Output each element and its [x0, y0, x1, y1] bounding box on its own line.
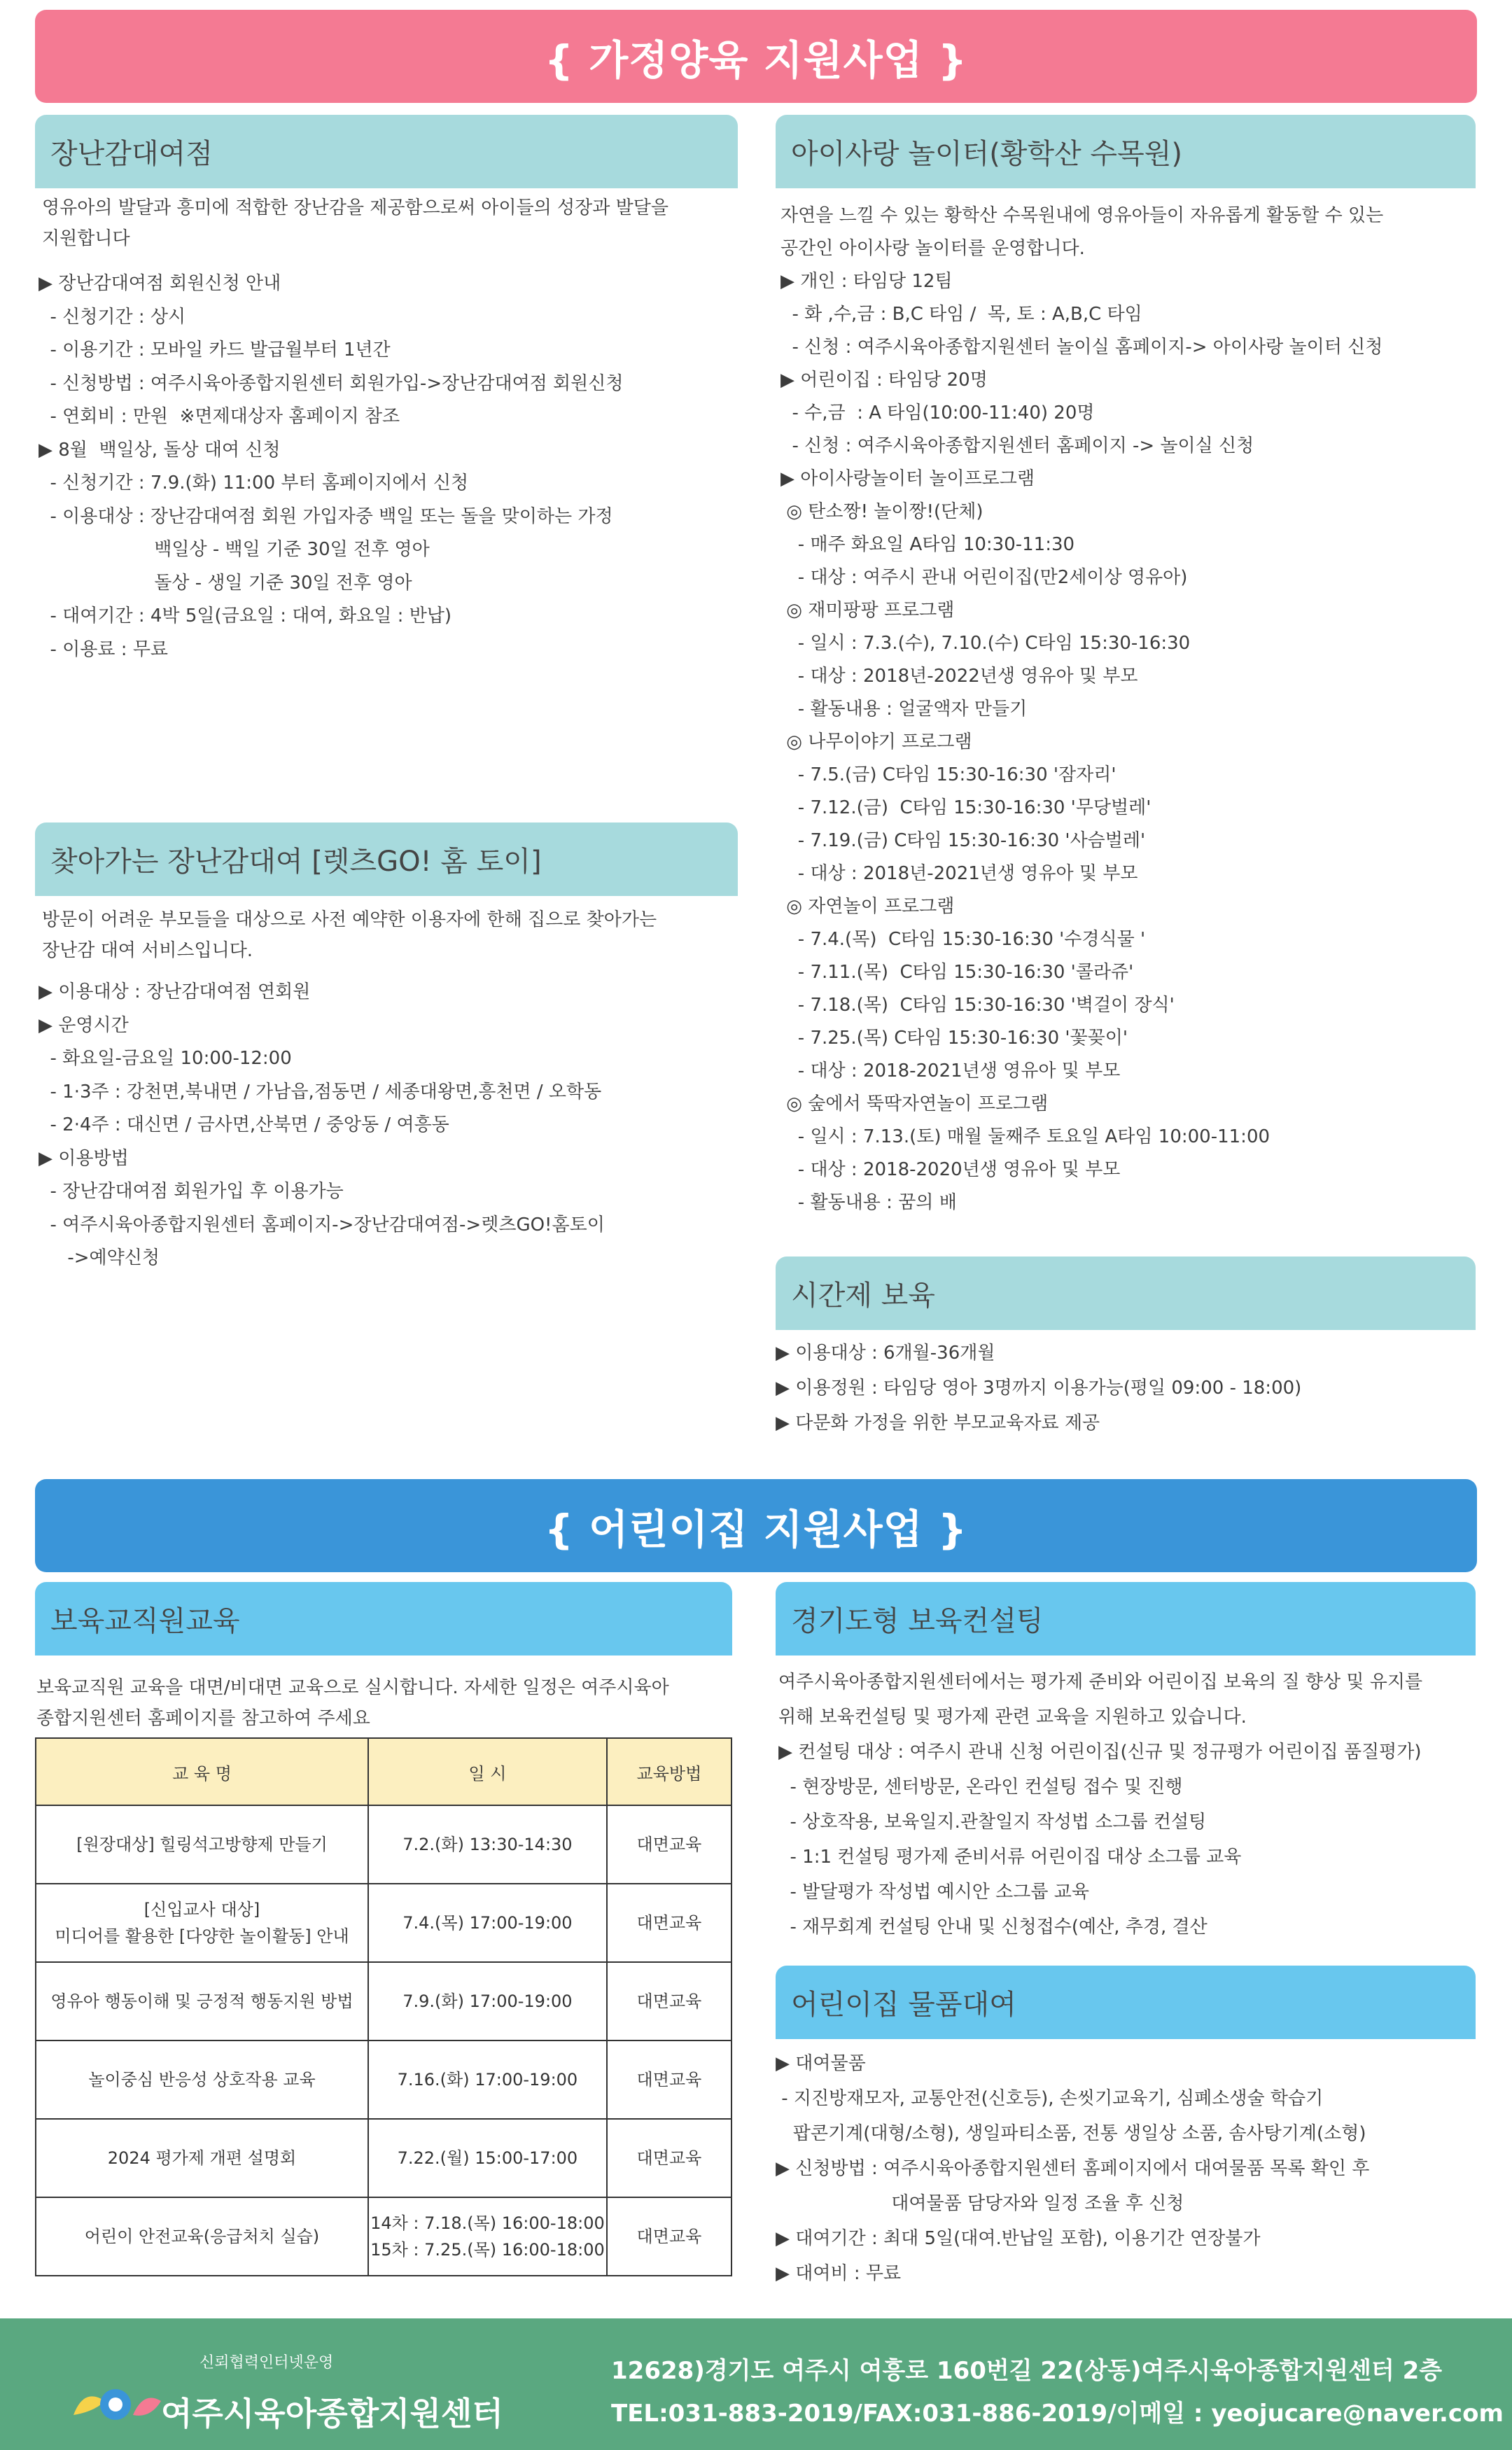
text-line: 위해 보육컨설팅 및 평가제 관련 교육을 지원하고 있습니다. [778, 1707, 1247, 1728]
text-line: - 장난감대여점 회원가입 후 이용가능 [38, 1181, 344, 1202]
text-line: ▶ 이용정원 : 타임당 영아 3명까지 이용가능(평일 09:00 - 18:00) [776, 1378, 1302, 1399]
table-row [36, 2040, 732, 2119]
footer [0, 2318, 1512, 2450]
text-line: - 신청방법 : 여주시육아종합지원센터 회원가입->장난감대여점 회원신청 [38, 372, 624, 394]
text-line: 돌상 - 생일 기준 30일 전후 영아 [38, 572, 412, 594]
text-line: ▶ 장난감대여점 회원신청 안내 [38, 273, 281, 294]
text-line: ◎ 자연놀이 프로그램 [780, 896, 955, 917]
consulting-details [778, 1665, 1422, 1945]
table-row [36, 2197, 732, 2276]
table-cell-name: 영유아 행동이해 및 긍정적 행동지원 방법 [36, 1962, 368, 2040]
text-line: - 7.25.(목) C타임 15:30-16:30 '꽃꽂이' [780, 1028, 1128, 1049]
footer-contact: TEL:031-883-2019/FAX:031-886-2019/이메일 : yeojucare@naver.com [611, 2400, 1504, 2428]
text-line: - 화 ,수,금 : B,C 타임 / 목, 토 : A,B,C 타임 [780, 304, 1142, 325]
text-line: - 7.5.(금) C타임 15:30-16:30 '잠자리' [780, 764, 1116, 785]
text-line: - 매주 화요일 A타임 10:30-11:30 [780, 534, 1075, 555]
text-line: - 화요일-금요일 10:00-12:00 [38, 1048, 292, 1069]
text-line: 영유아의 발달과 흥미에 적합한 장난감을 제공함으로써 아이들의 성장과 발달을 [42, 197, 668, 218]
text-line: ▶ 대여비 : 무료 [776, 2263, 902, 2284]
text-line: ◎ 탄소짱! 놀이짱!(단체) [780, 501, 983, 522]
table-cell-date: 7.2.(화) 13:30-14:30 [368, 1805, 607, 1884]
text-line: - 2·4주 : 대신면 / 금사면,산북면 / 중앙동 / 여흥동 [38, 1114, 449, 1135]
text-line: - 대상 : 2018년-2022년생 영유아 및 부모 [780, 666, 1138, 687]
education-schedule-table [35, 1737, 732, 2276]
text-line: ◎ 나무이야기 프로그램 [780, 732, 972, 752]
table-cell-date: 7.4.(목) 17:00-19:00 [368, 1884, 607, 1962]
toy-library-header: 장난감대여점 [35, 115, 738, 188]
text-line: ▶ 대여기간 : 최대 5일(대여.반납일 포함), 이용기간 연장불가 [776, 2228, 1261, 2249]
text-line: 지원합니다 [42, 228, 130, 249]
table-cell-name: 어린이 안전교육(응급처치 실습) [36, 2197, 368, 2276]
text-line: - 7.12.(금) C타임 15:30-16:30 '무당벌레' [780, 797, 1152, 818]
text-line: - 대여기간 : 4박 5일(금요일 : 대여, 화요일 : 반납) [38, 606, 452, 626]
daycare-support-banner: { 어린이집 지원사업 } [35, 1479, 1477, 1572]
playground-details [780, 200, 1383, 1219]
table-cell-method: 대면교육 [607, 1884, 732, 1962]
text-line: 방문이 어려운 부모들을 대상으로 사전 예약한 이용자에 한해 집으로 찾아가는 [42, 909, 657, 930]
text-line: - 지진방재모자, 교통안전(신호등), 손씻기교육기, 심폐소생술 학습기 [776, 2088, 1324, 2109]
text-line: - 이용기간 : 모바일 카드 발급월부터 1년간 [38, 340, 391, 360]
center-logo [66, 2339, 503, 2437]
text-line: ▶ 컨설팅 대상 : 여주시 관내 신청 어린이집(신규 및 정규평가 어린이집 품질평가) [778, 1742, 1422, 1763]
table-cell-name: 2024 평가제 개편 설명회 [36, 2119, 368, 2197]
text-line: - 1:1 컨설팅 평가제 준비서류 어린이집 대상 소그룹 교육 [778, 1847, 1242, 1868]
table-row [36, 1962, 732, 2040]
text-line: - 7.4.(목) C타임 15:30-16:30 '수경식물 ' [780, 929, 1146, 950]
table-cell-name: 놀이중심 반응성 상호작용 교육 [36, 2040, 368, 2119]
text-line: - 일시 : 7.13.(토) 매월 둘째주 토요일 A타임 10:00-11:00 [780, 1126, 1270, 1147]
text-line: 팝콘기계(대형/소형), 생일파티소품, 전통 생일상 소품, 솜사탕기계(소형) [776, 2123, 1366, 2144]
text-line: - 상호작용, 보육일지.관찰일지 작성법 소그룹 컨설팅 [778, 1812, 1207, 1833]
visiting-toy-details [38, 976, 605, 1275]
text-line: ▶ 개인 : 타임당 12팀 [780, 271, 953, 292]
teacher-edu-intro [36, 1672, 669, 1734]
text-line: - 발달평가 작성법 예시안 소그룹 교육 [778, 1882, 1089, 1903]
text-line: ▶ 이용대상 : 6개월-36개월 [776, 1343, 995, 1364]
text-line: - 여주시육아종합지원센터 홈페이지->장난감대여점->렛츠GO!홈토이 [38, 1214, 605, 1236]
text-line: ▶ 아이사랑놀이터 놀이프로그램 [780, 468, 1035, 489]
table-row [36, 1805, 732, 1884]
text-line: ->예약신청 [38, 1247, 160, 1268]
text-line: - 연회비 : 만원 ※면제대상자 홈페이지 참조 [38, 406, 400, 427]
table-cell-method: 대면교육 [607, 2040, 732, 2119]
logo-subtitle: 신뢰협력인터넷운영 [200, 2354, 334, 2372]
text-line: 여주시육아종합지원센터에서는 평가제 준비와 어린이집 보육의 질 향상 및 유지를 [778, 1672, 1423, 1693]
text-line: - 현장방문, 센터방문, 온라인 컨설팅 접수 및 진행 [778, 1777, 1183, 1798]
table-cell-date: 7.22.(월) 15:00-17:00 [368, 2119, 607, 2197]
visiting-toy-intro [42, 904, 657, 966]
text-line: - 이용료 : 무료 [38, 638, 169, 660]
text-line: - 대상 : 2018-2021년생 영유아 및 부모 [780, 1060, 1121, 1082]
table-row [36, 2119, 732, 2197]
table-cell-date: 7.9.(화) 17:00-19:00 [368, 1962, 607, 2040]
text-line: - 신청기간 : 상시 [38, 306, 186, 328]
playground-header: 아이사랑 놀이터(황학산 수목원) [776, 115, 1476, 188]
text-line: - 대상 : 2018년-2021년생 영유아 및 부모 [780, 863, 1138, 884]
text-line: 종합지원센터 홈페이지를 참고하여 주세요 [36, 1708, 370, 1729]
table-cell-method: 대면교육 [607, 1805, 732, 1884]
table-cell-method: 대면교육 [607, 1962, 732, 2040]
text-line: 보육교직원 교육을 대면/비대면 교육으로 실시합니다. 자세한 일정은 여주시육아 [36, 1677, 669, 1698]
text-line: - 7.11.(목) C타임 15:30-16:30 '콜라쥬' [780, 962, 1134, 983]
text-line: ▶ 어린이집 : 타임당 20명 [780, 370, 988, 391]
table-cell-method: 대면교육 [607, 2119, 732, 2197]
text-line: ▶ 8월 백일상, 돌상 대여 신청 [38, 439, 281, 461]
text-line: - 신청 : 여주시육아종합지원센터 놀이실 홈페이지-> 아이사랑 놀이터 신청 [780, 337, 1383, 358]
text-line: - 신청기간 : 7.9.(화) 11:00 부터 홈페이지에서 신청 [38, 472, 469, 493]
hourly-care-details [776, 1336, 1301, 1441]
text-line: - 신청 : 여주시육아종합지원센터 홈페이지 -> 놀이실 신청 [780, 435, 1254, 456]
logo-name: 여주시육아종합지원센터 [161, 2395, 503, 2432]
text-line: - 수,금 : A 타임(10:00-11:40) 20명 [780, 402, 1095, 424]
text-line: ◎ 재미팡팡 프로그램 [780, 600, 955, 621]
col-header-date: 일 시 [368, 1738, 607, 1805]
text-line: - 활동내용 : 얼굴액자 만들기 [780, 699, 1028, 720]
rental-details [776, 2046, 1369, 2291]
text-line: ▶ 운영시간 [38, 1014, 129, 1036]
text-line: - 이용대상 : 장난감대여점 회원 가입자중 백일 또는 돌을 맞이하는 가정 [38, 505, 613, 527]
table-cell-method: 대면교육 [607, 2197, 732, 2276]
text-line: ▶ 이용대상 : 장난감대여점 연회원 [38, 981, 311, 1002]
text-line: - 7.19.(금) C타임 15:30-16:30 '사슴벌레' [780, 830, 1146, 851]
toy-library-intro [42, 192, 668, 254]
text-line: ▶ 대여물품 [776, 2053, 866, 2074]
rental-header: 어린이집 물품대여 [776, 1966, 1476, 2039]
text-line: 백일상 - 백일 기준 30일 전후 영아 [38, 539, 430, 560]
consulting-header: 경기도형 보육컨설팅 [776, 1582, 1476, 1656]
text-line: ▶ 신청방법 : 여주시육아종합지원센터 홈페이지에서 대여물품 목록 확인 후 [776, 2158, 1370, 2179]
center-logo-icon [66, 2380, 164, 2429]
col-header-method: 교육방법 [607, 1738, 732, 1805]
table-cell-date: 7.16.(화) 17:00-19:00 [368, 2040, 607, 2119]
text-line: - 7.18.(목) C타임 15:30-16:30 '벽걸이 장식' [780, 995, 1175, 1016]
hourly-care-header: 시간제 보육 [776, 1256, 1476, 1330]
text-line: - 일시 : 7.3.(수), 7.10.(수) C타임 15:30-16:30 [780, 633, 1191, 654]
text-line: 장난감 대여 서비스입니다. [42, 940, 253, 961]
visiting-toy-header: 찾아가는 장난감대여 [렛츠GO! 홈 토이] [35, 822, 738, 896]
home-support-banner: { 가정양육 지원사업 } [35, 10, 1477, 103]
text-line: - 재무회계 컨설팅 안내 및 신청접수(예산, 추경, 결산 [778, 1917, 1208, 1938]
table-row [36, 1884, 732, 1962]
table-cell-name: [신입교사 대상] 미디어를 활용한 [다양한 놀이활동] 안내 [36, 1884, 368, 1962]
text-line: ◎ 숲에서 뚝딱자연놀이 프로그램 [780, 1093, 1049, 1114]
text-line: - 활동내용 : 꿈의 배 [780, 1192, 957, 1213]
table-cell-date: 14차 : 7.18.(목) 16:00-18:00 15차 : 7.25.(목) 16:00-18:00 [368, 2197, 607, 2276]
text-line: ▶ 이용방법 [38, 1147, 129, 1169]
footer-address: 12628)경기도 여주시 여흥로 160번길 22(상동)여주시육아종합지원센터 2층 [611, 2357, 1443, 2385]
text-line: 대여물품 담당자와 일정 조율 후 신청 [776, 2193, 1184, 2214]
toy-library-details [38, 267, 624, 666]
table-cell-name: [원장대상] 힐링석고방향제 만들기 [36, 1805, 368, 1884]
text-line: ▶ 다문화 가정을 위한 부모교육자료 제공 [776, 1413, 1100, 1434]
text-line: 자연을 느낄 수 있는 황학산 수목원내에 영유아들이 자유롭게 활동할 수 있는 [780, 205, 1384, 226]
text-line: - 1·3주 : 강천면,북내면 / 가남읍,점동면 / 세종대왕면,흥천면 / 오학동 [38, 1081, 602, 1102]
text-line: - 대상 : 2018-2020년생 영유아 및 부모 [780, 1159, 1121, 1180]
text-line: 공간인 아이사랑 놀이터를 운영합니다. [780, 238, 1085, 259]
text-line: - 대상 : 여주시 관내 어린이집(만2세이상 영유아) [780, 567, 1188, 588]
col-header-course: 교 육 명 [36, 1738, 368, 1805]
teacher-edu-header: 보육교직원교육 [35, 1582, 732, 1656]
